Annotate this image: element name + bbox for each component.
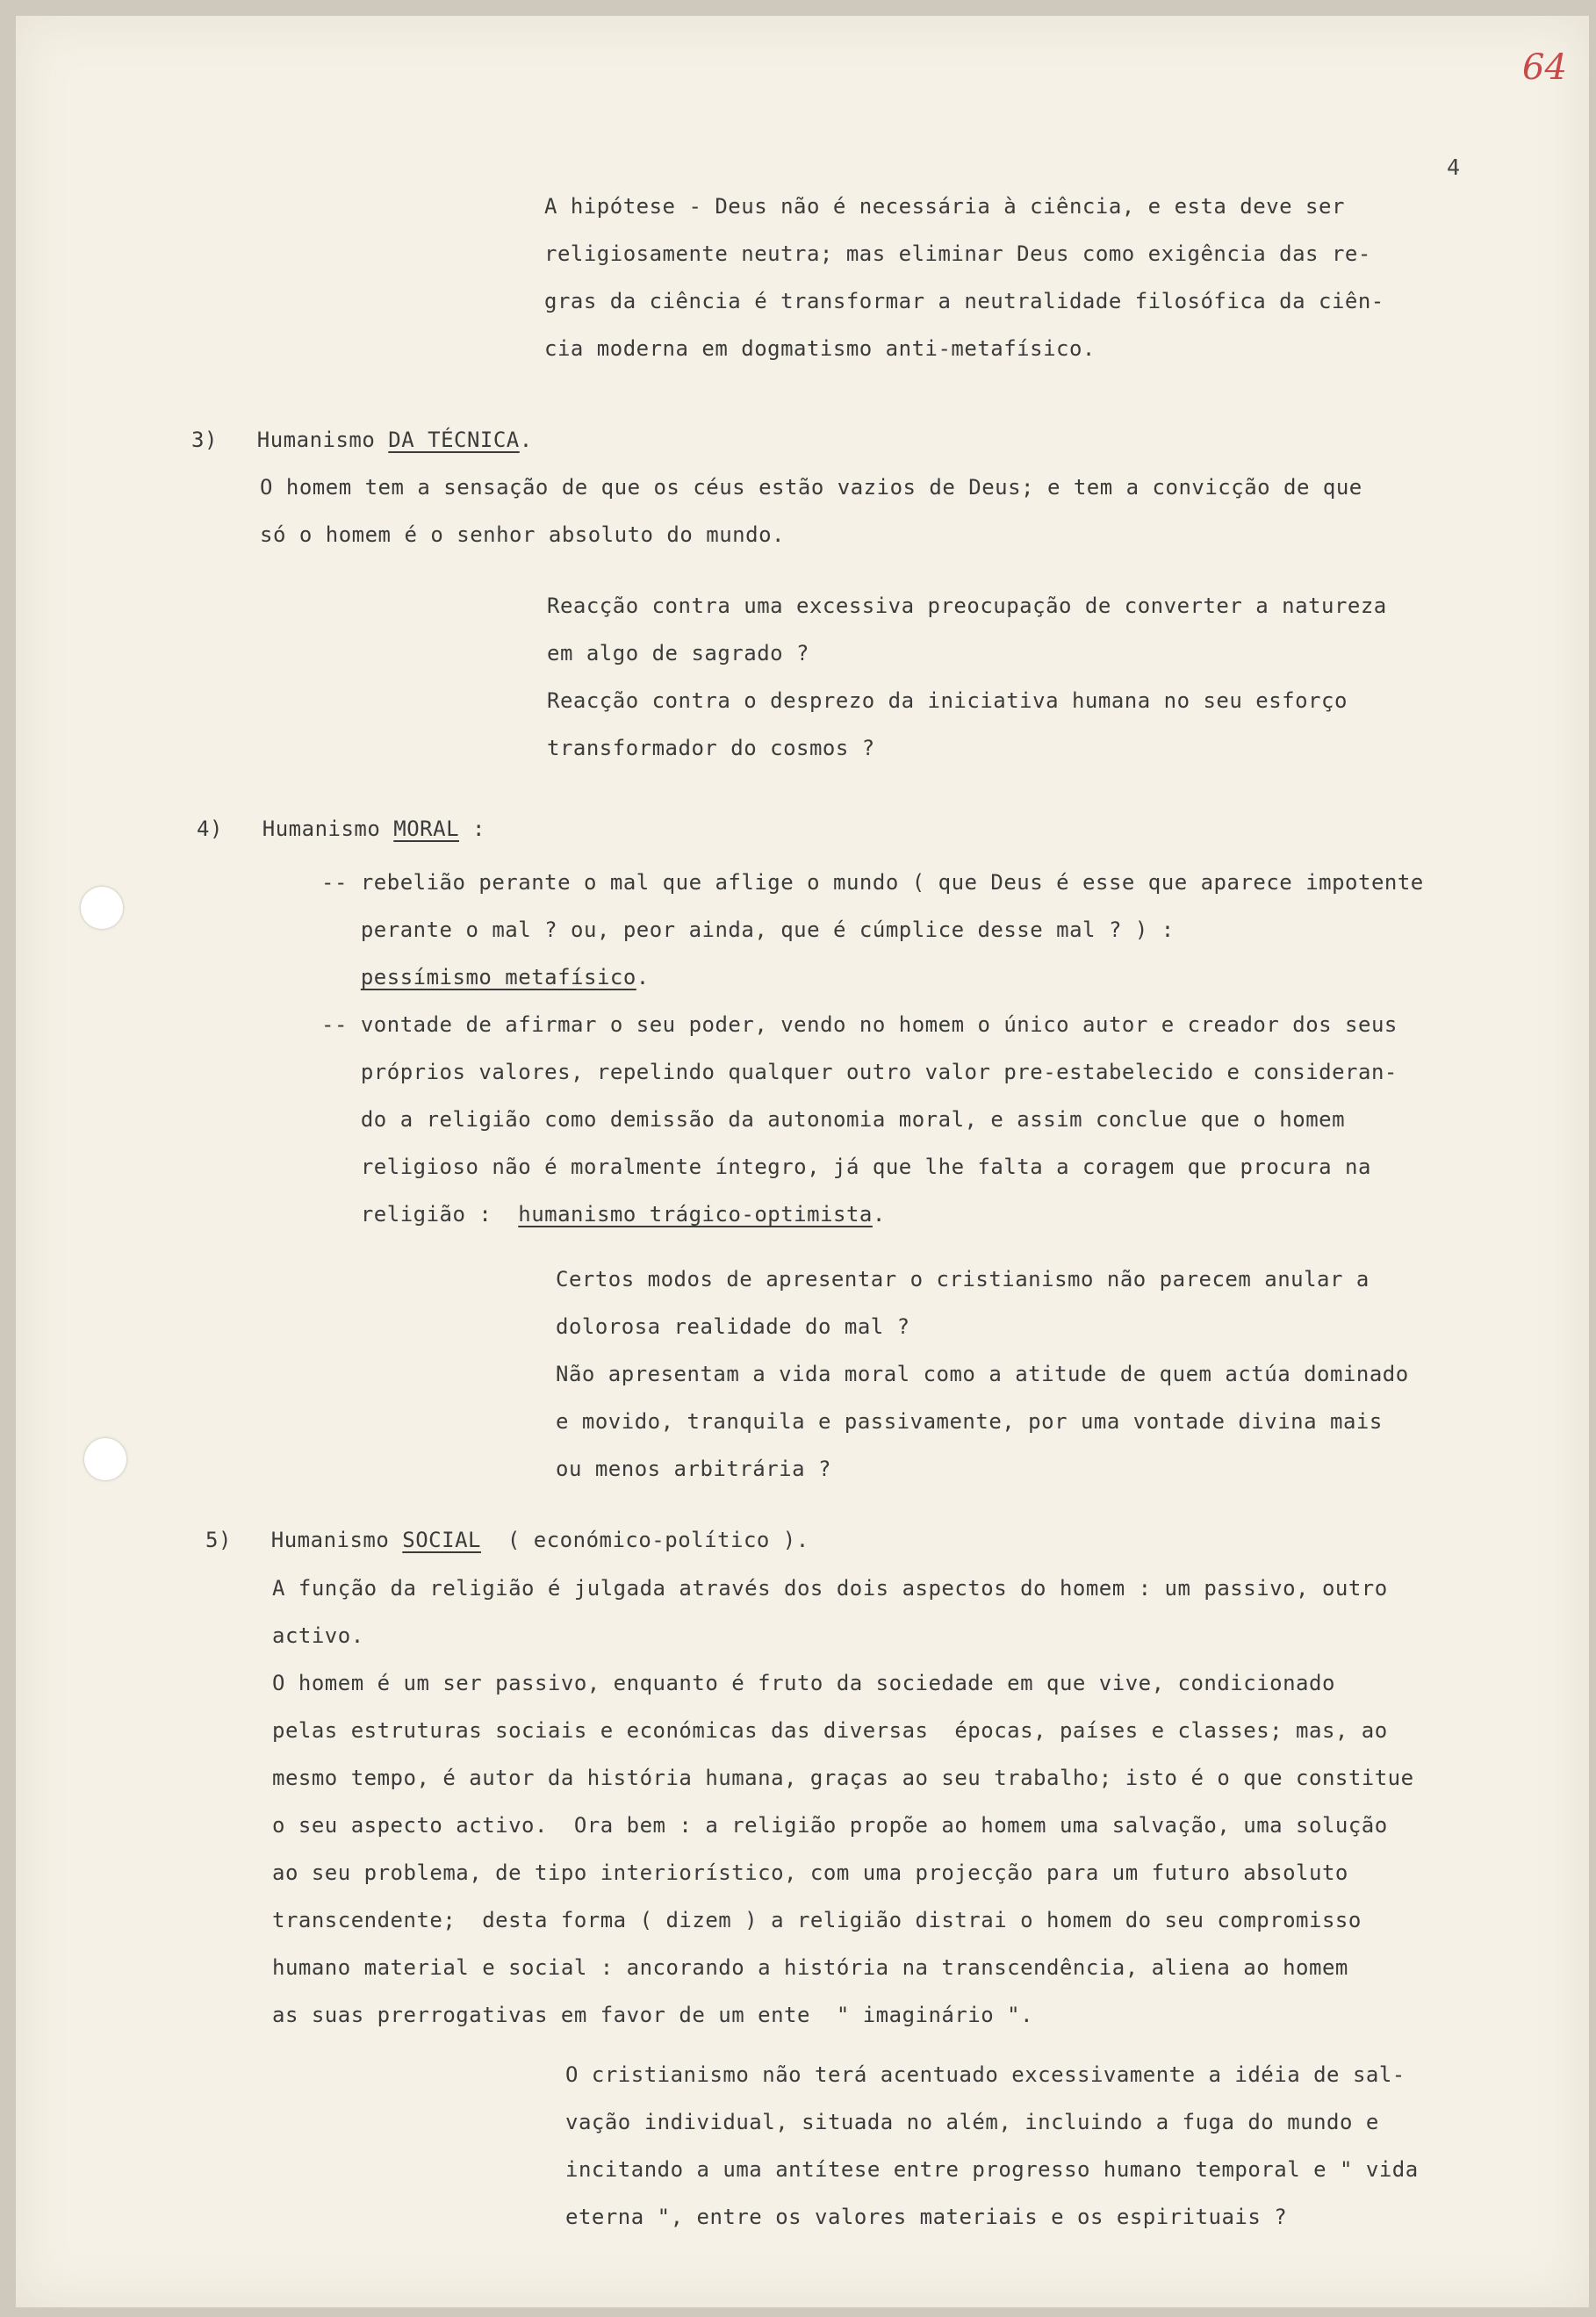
underlined-term: pessímismo metafísico [360, 965, 636, 989]
section-title-suffix: ( económico-político ). [480, 1528, 809, 1552]
page-number: 4 [1447, 155, 1461, 180]
section-title-prefix: Humanismo [262, 817, 394, 841]
section-title-prefix: Humanismo [270, 1528, 403, 1552]
section-title-keyword: MORAL [393, 817, 460, 841]
section-number: 4) [197, 817, 223, 841]
section-heading-4 [197, 813, 485, 845]
punch-hole-bottom [84, 1438, 126, 1480]
list-item-rebellion [321, 859, 1424, 1001]
list-item-will [321, 1001, 1398, 1238]
section-title-suffix: . [519, 428, 533, 452]
section-number: 3) [191, 428, 218, 452]
underlined-term: humanismo trágico-optimista [518, 1202, 873, 1227]
list-item-text: -- vontade de afirmar o seu poder, vendo no homem o único autor e creador dos seus próprios valores, repelindo qualquer outro valor pre-estabelecido e consideran- do a religião como demissão da autonomia moral, e assim conclue que o homem religioso não é moralmente íntegro, já que lhe falta a coragem que procura na religião : [321, 1012, 1398, 1227]
question-block-social: O cristianismo não terá acentuado excessivamente a idéia de sal- vação individual, situada no além, incluindo a fuga do mundo e incitando a uma antítese entre progresso humano temporal e " vida eterna ", entre os valores materiais e os espirituais ? [565, 2062, 1419, 2229]
section-number: 5) [205, 1528, 232, 1552]
list-item-end: . [636, 965, 650, 989]
list-item-end: . [872, 1202, 886, 1227]
paragraph-social: A função da religião é julgada através dos dois aspectos do homem : um passivo, outro activo. O homem é um ser passivo, enquanto é fruto da sociedade em que vive, condicionado pelas estruturas sociais e económicas das diversas épocas, países e classes; mas, ao mesmo tempo, é autor da história humana, graças ao seu trabalho; isto é o que constitue o seu aspecto activo. Ora bem : a religião propõe ao homem uma salvação, uma solução ao seu problema, de tipo interiorístico, com uma projecção para um futuro absoluto transcendente; desta forma ( dizem ) a religião distrai o homem do seu compromisso humano material e social : ancorando a história na transcendência, aliena ao homem as suas prerrogativas em favor de um ente " imaginário ". [272, 1576, 1414, 2027]
section-title-keyword: SOCIAL [402, 1528, 481, 1552]
section-heading-5 [205, 1524, 809, 1556]
section-title-suffix: : [459, 817, 485, 841]
section-heading-3 [191, 424, 533, 456]
question-block-technique: Reacção contra uma excessiva preocupação de converter a natureza em algo de sagrado ? Reacção contra o desprezo da iniciativa humana no seu esforço transformador do cosmos ? [547, 594, 1387, 760]
archive-number: 64 [1522, 47, 1567, 88]
paragraph-hypothesis: A hipótese - Deus não é necessária à ciência, e esta deve ser religiosamente neutra; mas eliminar Deus como exigência das re- gras da ciência é transformar a neutralidade filosófica da ciên- cia moderna em dogmatismo anti-metafísico. [544, 194, 1384, 361]
punch-hole-top [81, 887, 123, 929]
section-title-keyword: DA TÉCNICA [388, 428, 520, 452]
section-title-prefix: Humanismo [256, 428, 389, 452]
paragraph-technique: O homem tem a sensação de que os céus estão vazios de Deus; e tem a convicção de que só o homem é o senhor absoluto do mundo. [260, 475, 1362, 547]
document-page [16, 16, 1589, 2307]
list-item-text: -- rebelião perante o mal que aflige o mundo ( que Deus é esse que aparece impotente perante o mal ? ou, peor ainda, que é cúmplice desse mal ? ) : [321, 870, 1424, 942]
question-block-moral: Certos modos de apresentar o cristianismo não parecem anular a dolorosa realidade do mal ? Não apresentam a vida moral como a atitude de quem actúa dominado e movido, tranquila e passivamente, por uma vontade divina mais ou menos arbitrária ? [556, 1267, 1409, 1481]
